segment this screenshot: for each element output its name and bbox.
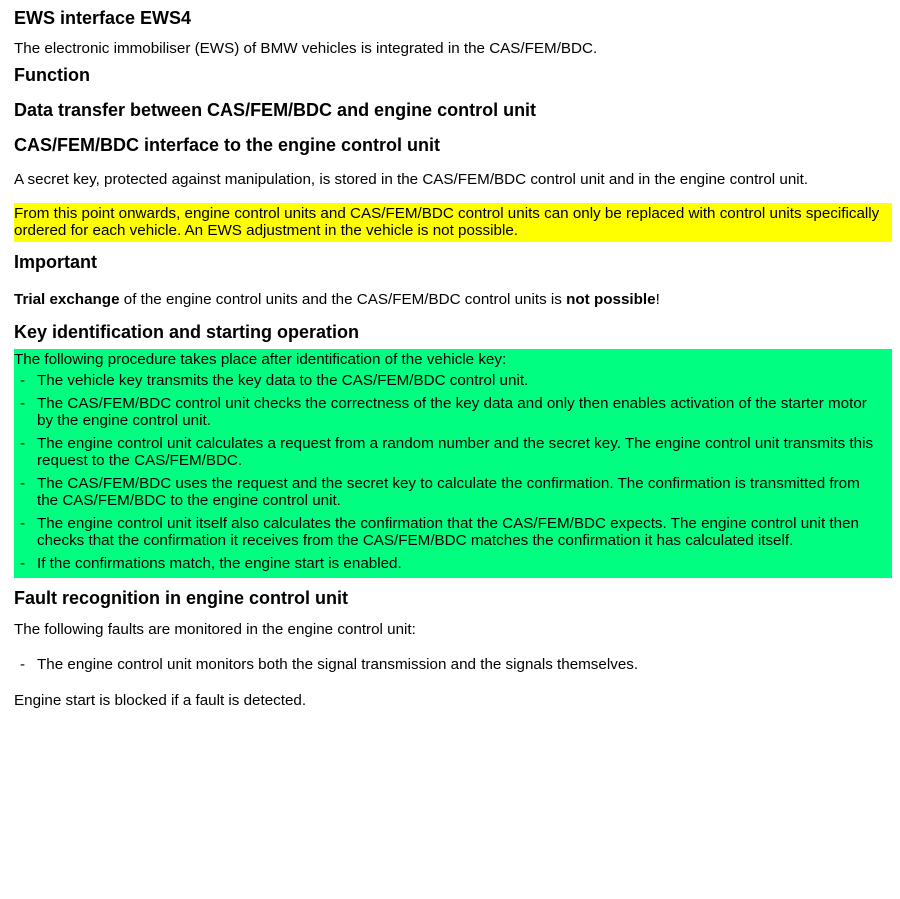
list-item-text: The engine control unit calculates a request from a random number and the secret key. The engine control unit transmits this request to the CAS/FEM/BDC.: [37, 435, 874, 469]
dash-bullet: -: [20, 435, 26, 452]
list-item-text: The CAS/FEM/BDC uses the request and the secret key to calculate the confirmation. The confirmation is transmitted from the CAS/FEM/BDC to the engine control unit.: [37, 475, 860, 509]
heading-cas-interface: CAS/FEM/BDC interface to the engine control unit: [14, 135, 441, 155]
faults-lead: The following faults are monitored in the engine control unit:: [14, 621, 416, 638]
secret-key-paragraph: A secret key, protected against manipulation, is stored in the CAS/FEM/BDC control unit and in the engine control unit.: [14, 171, 809, 188]
dash-bullet: -: [20, 475, 26, 492]
dash-bullet: -: [20, 555, 26, 572]
dash-bullet: -: [20, 656, 26, 673]
list-item: [14, 656, 892, 673]
list-item-text: The CAS/FEM/BDC control unit checks the correctness of the key data and only then enables activation of the starter motor by the engine control unit.: [37, 395, 867, 429]
trial-exchange-bold: Trial exchange: [14, 291, 120, 308]
dash-bullet: -: [20, 395, 26, 412]
heading-data-transfer: Data transfer between CAS/FEM/BDC and engine control unit: [14, 100, 537, 120]
procedure-highlight: [14, 349, 892, 578]
page-title: EWS interface EWS4: [14, 8, 192, 28]
trial-exchange-end: !: [655, 291, 660, 308]
list-item: [14, 372, 892, 389]
list-item-text: The engine control unit monitors both the signal transmission and the signals themselves.: [37, 656, 639, 673]
list-item: [14, 515, 892, 549]
procedure-lead: The following procedure takes place after identification of the vehicle key:: [14, 351, 507, 368]
list-item: [14, 395, 892, 429]
list-item-text: If the confirmations match, the engine start is enabled.: [37, 555, 402, 572]
trial-exchange-paragraph: [14, 291, 892, 308]
dash-bullet: -: [20, 372, 26, 389]
list-item: [14, 555, 892, 572]
list-item: [14, 435, 892, 469]
heading-function: Function: [14, 65, 90, 85]
not-possible-bold: not possible: [566, 291, 656, 308]
list-item-text: The engine control unit itself also calculates the confirmation that the CAS/FEM/BDC expects. The engine control unit then checks that the confirmation it receives from the CAS/FEM/BDC matches the confirmation it has calculated itself.: [37, 515, 859, 549]
fault-list: [14, 656, 892, 673]
warning-highlight: From this point onwards, engine control units and CAS/FEM/BDC control units can only be replaced with control units specifically ordered for each vehicle. An EWS adjustment in the vehicle is not possible.: [14, 203, 892, 242]
intro-paragraph: The electronic immobiliser (EWS) of BMW vehicles is integrated in the CAS/FEM/BDC.: [14, 40, 598, 57]
heading-fault-recognition: Fault recognition in engine control unit: [14, 588, 348, 608]
blocked-paragraph: Engine start is blocked if a fault is detected.: [14, 692, 307, 709]
heading-important: Important: [14, 252, 97, 272]
list-item-text: The vehicle key transmits the key data to the CAS/FEM/BDC control unit.: [37, 372, 529, 389]
trial-exchange-middle: of the engine control units and the CAS/FEM/BDC control units is: [119, 291, 567, 308]
heading-key-identification: Key identification and starting operation: [14, 322, 360, 342]
document: [14, 0, 892, 709]
dash-bullet: -: [20, 515, 26, 532]
procedure-list: [14, 372, 892, 572]
list-item: [14, 475, 892, 509]
